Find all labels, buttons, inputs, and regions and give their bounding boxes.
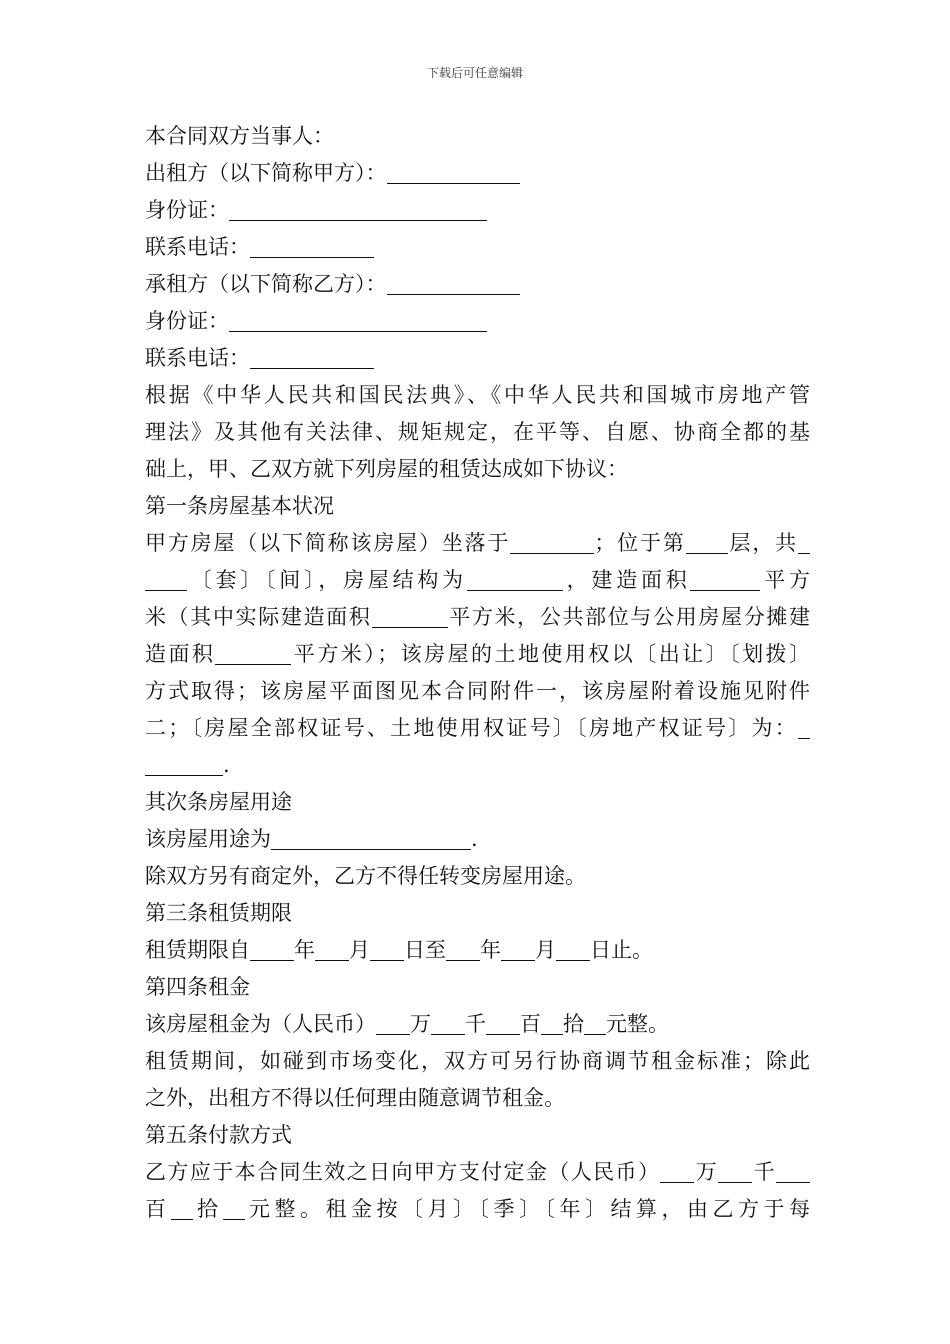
text-segment: 平方米）；该房屋的土地使用权以〔出让〕〔划拨〕: [291, 642, 810, 666]
rent-qian-blank[interactable]: [431, 1013, 465, 1035]
text-segment: 年: [480, 938, 501, 962]
lessee-name-blank[interactable]: [387, 273, 520, 295]
text-segment: 万: [694, 1160, 719, 1184]
article1-row: [145, 562, 810, 599]
lessor-name-blank[interactable]: [387, 162, 520, 184]
text-segment: 年: [294, 938, 315, 962]
total-floors-blank-start[interactable]: [798, 532, 810, 554]
lessor-phone-blank[interactable]: [250, 236, 374, 258]
preamble-row: 理法》及其他有关法律、规矩规定，在平等、自愿、协商全都的基: [145, 420, 810, 444]
rent-wan-blank[interactable]: [376, 1013, 410, 1035]
lessor-line: [145, 155, 810, 192]
text-segment: 百: [520, 1012, 541, 1036]
article1-row: [145, 599, 810, 636]
preamble-row: 础上，甲、乙双方就下列房屋的租赁达成如下协议：: [145, 457, 628, 481]
location-blank[interactable]: [510, 532, 594, 554]
text-segment: 二；〔房屋全部权证号、土地使用权证号〕〔房地产权证号〕为：: [145, 716, 798, 740]
rent-adjust-paragraph: [145, 1043, 810, 1117]
text-segment: 乙方应于本合同生效之日向甲方支付定金（人民币）: [145, 1160, 661, 1184]
deposit-wan-blank[interactable]: [660, 1161, 694, 1183]
start-year-blank[interactable]: [250, 939, 294, 961]
article3-title: 第三条租赁期限: [145, 901, 292, 925]
text-segment: 层，共: [727, 531, 799, 555]
shared-area-blank[interactable]: [215, 643, 291, 665]
text-segment: .: [471, 827, 478, 851]
total-floors-blank-end[interactable]: [145, 569, 187, 591]
text-segment: 百: [145, 1197, 171, 1221]
text-segment: 日至: [404, 938, 446, 962]
rent-line: [145, 1006, 810, 1043]
actual-area-blank[interactable]: [372, 606, 448, 628]
text-segment: 元整。租金按〔月〕〔季〕〔年〕结算，由乙方于每: [244, 1197, 810, 1221]
preamble-row: 根据《中华人民共和国民法典》、《中华人民共和国城市房地产管: [145, 383, 810, 407]
deposit-yuan-blank[interactable]: [223, 1198, 245, 1220]
article1-row: [145, 710, 810, 747]
payment-row: [145, 1191, 810, 1228]
text-segment: .: [223, 753, 230, 777]
deposit-shi-blank[interactable]: [171, 1198, 193, 1220]
lessor-id-line: [145, 192, 810, 229]
article1-title: 第一条房屋基本状况: [145, 494, 334, 518]
article1-paragraph: [145, 525, 810, 784]
article1-row: [145, 636, 810, 673]
end-day-blank[interactable]: [556, 939, 590, 961]
text-segment: 平方米，公共部位与公用房屋分摊建: [447, 605, 810, 629]
usage-note: 除双方另有商定外，乙方不得任转变房屋用途。: [145, 864, 586, 888]
text-segment: 拾: [563, 1012, 584, 1036]
start-day-blank[interactable]: [370, 939, 404, 961]
end-year-blank[interactable]: [446, 939, 480, 961]
text-segment: 租赁期限自: [145, 938, 250, 962]
text-segment: 米（其中实际建造面积: [145, 605, 372, 629]
lessee-label: 承租方（以下简称乙方）：: [145, 272, 387, 296]
deposit-qian-blank[interactable]: [718, 1161, 752, 1183]
lessee-line: [145, 266, 810, 303]
cert-number-blank-end[interactable]: [145, 754, 223, 776]
text-segment: 月: [349, 938, 370, 962]
text-segment: 〔套〕〔间〕，房屋结构为: [187, 568, 467, 592]
rent-bai-blank[interactable]: [486, 1013, 520, 1035]
article1-row: 方式取得；该房屋平面图见本合同附件一，该房屋附着设施见附件: [145, 679, 810, 703]
lease-term-line: [145, 932, 810, 969]
text-segment: 拾: [192, 1197, 223, 1221]
text-segment: 甲方房屋（以下简称该房屋）坐落于: [145, 531, 511, 555]
lessor-id-label: 身份证：: [145, 198, 229, 222]
deposit-bai-blank[interactable]: [776, 1161, 810, 1183]
article2-title: 其次条房屋用途: [145, 790, 292, 814]
rent-adjust-row: 之外，出租方不得以任何理由随意调节租金。: [145, 1086, 565, 1110]
lessee-phone-label: 联系电话：: [145, 346, 250, 370]
lessee-id-label: 身份证：: [145, 309, 229, 333]
lessee-id-line: [145, 303, 810, 340]
page-header: 下载后可任意编辑: [426, 66, 523, 80]
rent-yuan-blank[interactable]: [584, 1013, 606, 1035]
start-month-blank[interactable]: [315, 939, 349, 961]
text-segment: 千: [752, 1160, 777, 1184]
parties-intro: 本合同双方当事人：: [145, 124, 334, 148]
text-segment: ；位于第: [594, 531, 686, 555]
text-segment: 万: [410, 1012, 431, 1036]
structure-blank[interactable]: [467, 569, 563, 591]
lessee-phone-blank[interactable]: [250, 347, 374, 369]
text-segment: 平方: [760, 568, 810, 592]
article1-row: [145, 747, 810, 784]
lessor-phone-line: [145, 229, 810, 266]
text-segment: 日止。: [590, 938, 653, 962]
lessor-phone-label: 联系电话：: [145, 235, 250, 259]
rent-adjust-row: 租赁期间，如碰到市场变化，双方可另行协商调节租金标准；除此: [145, 1049, 810, 1073]
text-segment: 元整。: [606, 1012, 669, 1036]
lessor-label: 出租方（以下简称甲方）：: [145, 161, 387, 185]
payment-paragraph: [145, 1154, 810, 1228]
lessor-id-blank[interactable]: [229, 199, 487, 221]
usage-blank[interactable]: [271, 828, 471, 850]
end-month-blank[interactable]: [501, 939, 535, 961]
rent-shi-blank[interactable]: [541, 1013, 563, 1035]
text-segment: 该房屋用途为: [145, 827, 271, 851]
text-segment: 该房屋租金为（人民币）: [145, 1012, 376, 1036]
text-segment: ，建造面积: [562, 568, 691, 592]
payment-row: [145, 1154, 810, 1191]
building-area-blank[interactable]: [690, 569, 760, 591]
cert-number-blank-start[interactable]: [798, 717, 810, 739]
lessee-id-blank[interactable]: [229, 310, 487, 332]
preamble-paragraph: [145, 377, 810, 488]
contract-body: [145, 118, 810, 1228]
article5-title: 第五条付款方式: [145, 1123, 292, 1147]
floor-blank[interactable]: [686, 532, 728, 554]
text-segment: 造面积: [145, 642, 216, 666]
lessee-phone-line: [145, 340, 810, 377]
article4-title: 第四条租金: [145, 975, 250, 999]
usage-line: [145, 821, 810, 858]
text-segment: 月: [535, 938, 556, 962]
article1-row: [145, 525, 810, 562]
text-segment: 千: [465, 1012, 486, 1036]
